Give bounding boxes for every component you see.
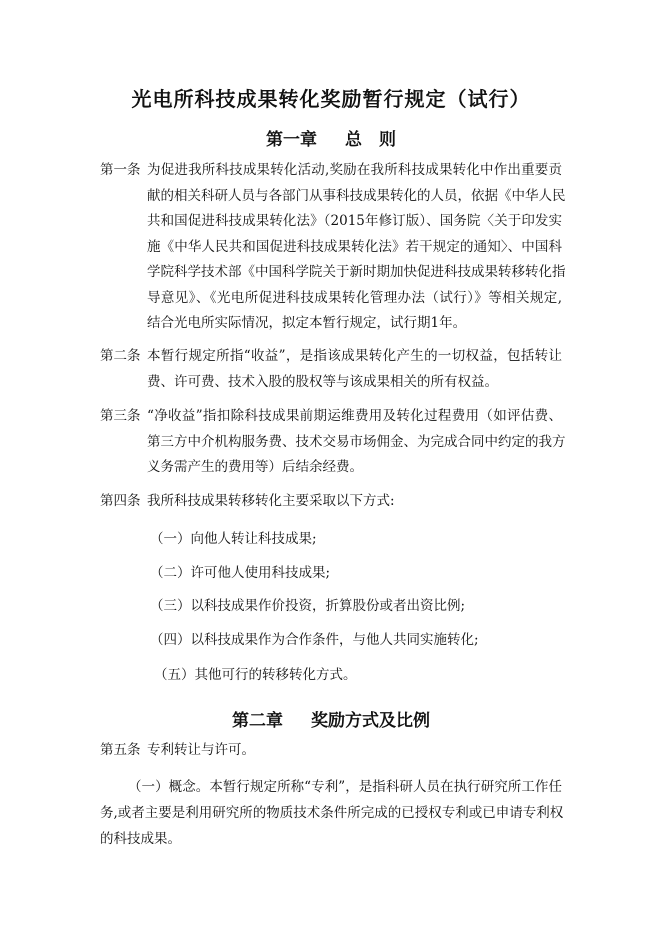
article-label (100, 430, 147, 456)
article-label (100, 370, 147, 396)
chapter-name: 总 则 (345, 130, 396, 150)
article-3 (100, 404, 566, 481)
article-label (100, 260, 147, 286)
article-line: 献的相关科研人员与各部门从事科技成果转化的人员，依据《中华人民 (147, 187, 566, 204)
article-line: “净收益”指扣除科技成果前期运维费用及转化过程费用（如评估费、 (147, 408, 562, 424)
article-line: 费、许可费、技术入股的股权等与该成果相关的所有权益。 (147, 373, 498, 390)
article-label: 第一条 (100, 162, 141, 178)
article-line: 我所科技成果转移转化主要采取以下方式: (147, 493, 395, 509)
article-line: 共和国促进科技成果转化法》（2015年修订版）、国务院〈关于印发实 (147, 213, 562, 229)
article-line: 学院科学技术部《中国科学院关于新时期加快促进科技成果转移转化指 (147, 264, 566, 280)
article-line: 第三方中介机构服务费、技术交易市场佣金、为完成合同中约定的我方 (147, 433, 566, 450)
article-label (100, 286, 147, 312)
article-line: 为促进我所科技成果转化活动,奖励在我所科技成果转化中作出重要贡 (147, 162, 562, 178)
paragraph-line: 务,或者主要是利用研究所的物质技术条件所完成的已授权专利或已申请专利权 (100, 805, 564, 821)
article-label (100, 311, 147, 337)
article-line: 义务需产生的费用等）后结余经费。 (147, 459, 363, 475)
article-label: 第二条 (100, 348, 141, 364)
article-label (100, 209, 147, 235)
article-5-paragraph (100, 774, 562, 852)
article-text: 专利转让与许可。 (147, 742, 255, 758)
list-item: （一）向他人转让科技成果; (150, 531, 317, 547)
chapter-number: 第二章 (232, 711, 283, 731)
article-2 (100, 344, 562, 395)
chapter-2-heading (0, 706, 662, 731)
article-line: 导意见》、《光电所促进科技成果转化管理办法（试行）》等相关规定, (147, 289, 562, 306)
article-label: 第三条 (100, 408, 141, 424)
list-item: （三）以科技成果作价投资，折算股份或者出资比例; (150, 598, 466, 614)
article-label (100, 235, 147, 261)
chapter-name: 奖励方式及比例 (311, 711, 430, 731)
chapter-1-heading (0, 125, 662, 150)
article-label (100, 455, 147, 481)
list-item: （四）以科技成果作为合作条件，与他人共同实施转化; (150, 632, 479, 648)
chapter-number: 第一章 (266, 130, 317, 150)
paragraph-line: 的科技成果。 (100, 831, 181, 847)
article-label: 第四条 (100, 493, 141, 509)
article-label: 第五条 (100, 742, 141, 758)
document-title: 光电所科技成果转化奖励暂行规定（试行） (131, 87, 531, 111)
list-item: （二）许可他人使用科技成果; (150, 565, 331, 581)
paragraph-line: （一）概念。本暂行规定所称“专利”，是指科研人员在执行研究所工作任 (128, 779, 562, 795)
article-1 (100, 158, 566, 337)
article-line: 本暂行规定所指“收益”，是指该成果转化产生的一切权益，包括转让 (147, 348, 562, 364)
article-4 (100, 489, 562, 515)
article-5 (100, 738, 562, 764)
article-label (100, 184, 147, 210)
list-item: （五）其他可行的转移转化方式。 (154, 667, 357, 683)
article-line: 结合光电所实际情况，拟定本暂行规定，试行期1年。 (147, 315, 467, 331)
article-line: 施《中华人民共和国促进科技成果转化法》若干规定的通知〉、中国科 (147, 238, 562, 255)
